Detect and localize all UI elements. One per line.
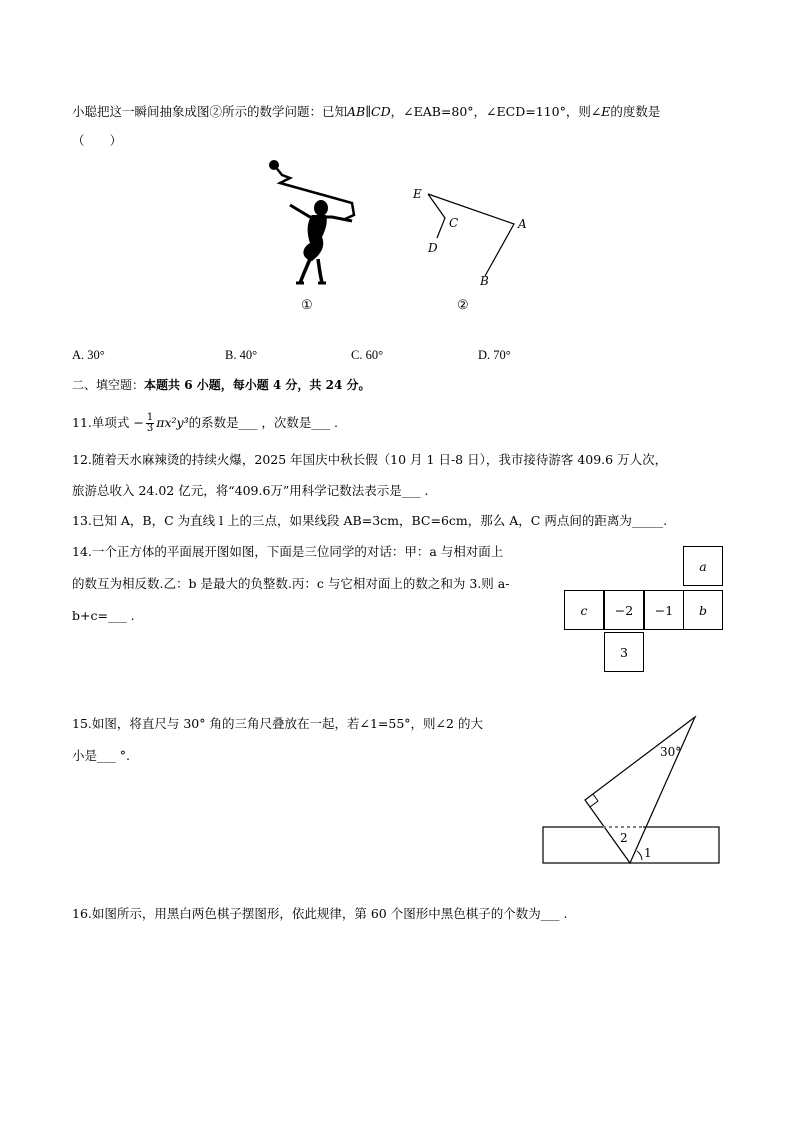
q15-line2: 小是___ °. [72, 748, 130, 763]
net-cell-3: 3 [604, 632, 644, 672]
q11-tail: 的系数是___ ，次数是___ . [188, 415, 339, 430]
q10-fig2-label: ② [457, 298, 469, 313]
net-cell-b: b [683, 590, 723, 630]
q10-answer-paren: （ ） [72, 133, 123, 148]
q10-stem-end: 的度数是 [610, 104, 661, 119]
q10-figure-dancer [260, 155, 370, 290]
q10-cd: CD [371, 104, 391, 119]
q14-line2: 的数互为相反数.乙：b 是最大的负整数.丙：c 与它相对面上的数之和为 3.则 a- [72, 576, 510, 591]
q10-e: E [601, 104, 611, 119]
q10-angles: ，∠EAB=80°，∠ECD=110°，则∠ [390, 104, 602, 119]
angle-30-label: 30° [660, 745, 682, 759]
set-square [585, 717, 695, 863]
q13: 13.已知 A，B，C 为直线 l 上的三点，如果线段 AB=3cm，BC=6cm，那么 A，C 两点间的距离为_____. [72, 513, 668, 528]
geometry-svg [405, 180, 535, 290]
section2-prefix: 二、填空题： [72, 378, 145, 392]
q10-stem-line1 [72, 106, 660, 119]
point-a: A [518, 217, 527, 231]
q15-line1: 15.如图，将直尺与 30° 角的三角尺叠放在一起，若∠1=55°，则∠2 的大 [72, 716, 483, 731]
q10-parallel: ∥ [365, 104, 372, 119]
q10-option-d[interactable]: D. 70° [478, 348, 511, 362]
q10-option-a[interactable]: A. 30° [72, 348, 105, 362]
q10-ab: AB [347, 104, 366, 119]
q11 [72, 408, 338, 438]
q11-minus: − [133, 415, 144, 430]
ruler-triangle-svg [540, 712, 725, 867]
angle-2-label: 2 [620, 831, 628, 845]
q11-fraction [146, 413, 154, 435]
point-b: B [480, 274, 489, 288]
q11-frac-num: 1 [146, 411, 154, 423]
net-cell-a: a [683, 546, 723, 586]
q10-fig1-label: ① [301, 298, 313, 313]
section2-desc: 本题共 6 小题，每小题 4 分，共 24 分。 [144, 378, 371, 392]
point-e: E [413, 187, 422, 201]
q16: 16.如图所示，用黑白两色棋子摆图形，依此规律，第 60 个图形中黑色棋子的个数为___ . [72, 906, 568, 921]
q12-line1: 12.随着天水麻辣烫的持续火爆，2025 年国庆中秋长假（10 月 1 日-8 日），我市接待游客 409.6 万人次， [72, 452, 668, 467]
q10-figure-geometry [405, 180, 535, 290]
point-d: D [428, 241, 438, 255]
dancer-svg [260, 155, 370, 290]
angle-1-label: 1 [644, 846, 652, 860]
q10-option-c[interactable]: C. 60° [351, 348, 384, 362]
q10-option-b[interactable]: B. 40° [225, 348, 258, 362]
net-cell-minus2: −2 [604, 590, 644, 630]
q11-label: 11.单项式 [72, 415, 130, 430]
q11-frac-den: 3 [146, 423, 154, 434]
q11-expr: πx²y³ [156, 415, 189, 430]
q15-figure [540, 712, 725, 867]
q12-line2: 旅游总收入 24.02 亿元，将“409.6万”用科学记数法表示是___ . [72, 483, 429, 498]
point-c: C [449, 216, 459, 230]
net-cell-minus1: −1 [644, 590, 684, 630]
q10-stem-text: 小聪把这一瞬间抽象成图②所示的数学问题：已知 [72, 104, 348, 119]
ruler [543, 827, 719, 863]
section2-heading [72, 379, 370, 391]
q14-line3: b+c=___ . [72, 608, 135, 623]
q14-line1: 14.一个正方体的平面展开图如图，下面是三位同学的对话：甲：a 与相对面上 [72, 544, 504, 559]
net-cell-c: c [564, 590, 604, 630]
